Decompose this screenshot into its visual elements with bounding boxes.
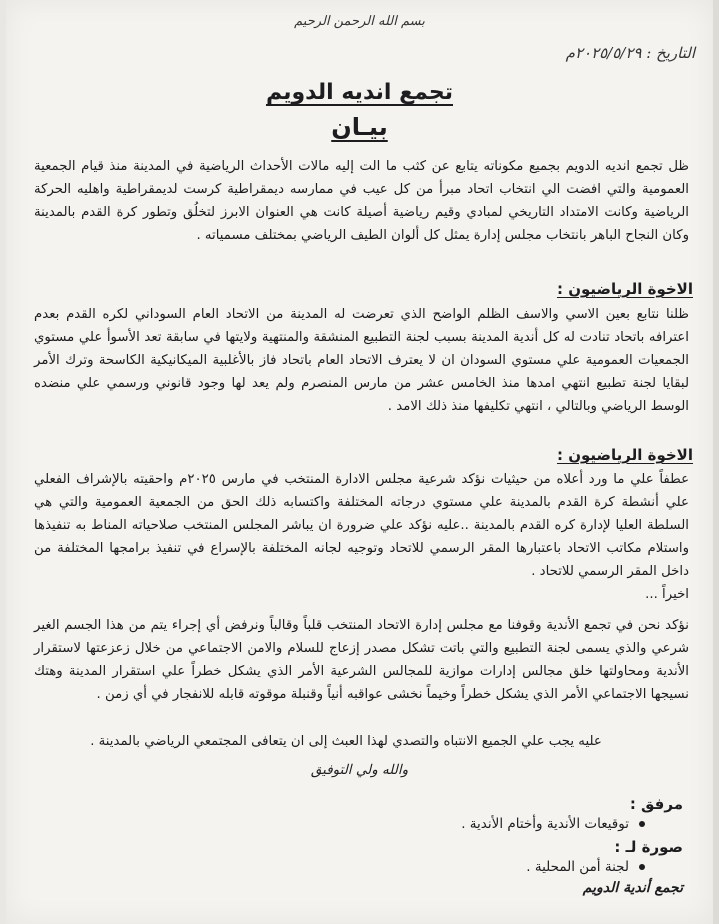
lead-in: اخيراً ... (645, 587, 689, 602)
section-heading-2: الاخوة الرياضيون : (556, 446, 693, 464)
copy-to-label: صورة لـ : (614, 838, 683, 856)
bullet-icon (639, 864, 645, 870)
copy-to-item (526, 859, 645, 875)
signature: تجمع أندية الدويم (582, 880, 683, 896)
attachment-item-text: توقيعات الأندية وأختام الأندية . (461, 816, 629, 832)
page-edge (713, 0, 719, 924)
attachment-label: مرفق : (629, 795, 683, 813)
basmala: بسم الله الرحمن الرحيم (294, 14, 425, 29)
paragraph-5: عليه يجب علي الجميع الانتباه والتصدي لهذا العبث إلى ان يتعافى المجتمعي الرياضي بالمدينة . (90, 734, 602, 749)
paragraph-4: نؤكد نحن في تجمع الأندية وقوفنا مع مجلس إدارة الاتحاد المنتخب قلباً وقالباً ونرفض أي إجراء يتم من هذا الجسم الغير شرعي والذي يسمى لجنة التطبيع والتي باتت تشكل مصدر إزعاج للسلام والامن الاجتماعي من خلال زعزعتها لاستقرار الأندية ومحاولتها خلق مجالس إدارات موازية للمجالس الشرعية الأمر الذي يشكل خطراً علي استقرار المدينة وهتك نسيجها الاجتماعي الأمر الذي يشكل خطراً وخيماً نخشى عواقبه أنياً وقنبلة موقوته قابله للانفجار في أي زمن . (34, 618, 689, 702)
paragraph-1: ظل تجمع انديه الدويم بجميع مكوناته يتابع عن كثب ما الت إليه مالات الأحداث الرياضية في المدينة منذ قيام الجمعية العمومية والتي افضت الي انتخاب اتحاد مبرأ من كل عيب في ممارسه ديمقراطية كرست لديمقراطية واهليه الحركة الرياضية وكانت الامتداد التاريخي لمبادي وقيم رياضية أصيلة كانت هي العنوان الابرز لتخلُق وتطور كرة القدم بالمدينة وكان النجاح الباهر بانتخاب مجلس إدارة يمثل كل ألوان الطيف الرياضي بمختلف مسمياته . (34, 159, 689, 243)
document-title: تجمع انديه الدويم (265, 80, 454, 105)
attachment-item (461, 816, 645, 832)
section-heading-1: الاخوة الرياضيون : (556, 280, 693, 298)
paragraph-3: عطفاً علي ما ورد أعلاه من حيثيات نؤكد شرعية مجلس الادارة المنتخب في مارس ٢٠٢٥م واحقيته بالإشراف الفعلي علي أنشطة كرة القدم بالمدينة علي مستوي درجاته المختلفة واكتسابه ذلك الحق من الجمعية العمومية والتي هي السلطة العليا لإدارة كره القدم بالمدينة ..عليه نؤكد علي ضرورة ان يباشر المجلس المنتخب صلاحياته المناط به تنفيذها واستلام مكاتب الاتحاد باعتبارها المقر الرسمي للاتحاد وتوجيه لجانه المختلفة بالإسراع في تنفيذ برامجها المختلفة من داخل المقر الرسمي للاتحاد . (34, 472, 690, 579)
paragraph-2: ظلنا نتابع بعين الاسي والاسف الظلم الواضح الذي تعرضت له المدينة من الاتحاد العام السوداني لكره القدم بعدم اعترافه باتحاد تنادت له كل أندية المدينة بسبب لجنة التطبيع المنشقة والمنتهية ولايتها في سابقة تعد الأسوأ علي مستوي الجمعيات العمومية علي مستوي السودان ان لا يعترف الاتحاد العام باتحاد فاز بالأغلبية الميكانيكية الكاسحة وترك الأمر لبقايا لجنة تطبيع انتهي امدها منذ الخامس عشر من مارس المنصرم ولم يعد لها وجود قانوني ورسمي علي منضده الوسط الرياضي وبالتالي ، انتهي تكليفها منذ ذلك الامد . (34, 307, 689, 414)
document-date: التاريخ : ٢٠٢٥/٥/٢٩م (565, 44, 695, 62)
closing-line: والله ولي التوفيق (310, 762, 409, 778)
paragraph-3-block (34, 468, 689, 614)
document-page (6, 0, 713, 924)
copy-to-item-text: لجنة أمن المحلية . (526, 859, 629, 875)
bullet-icon (639, 821, 645, 827)
document-subtitle: بيـان (331, 113, 388, 141)
